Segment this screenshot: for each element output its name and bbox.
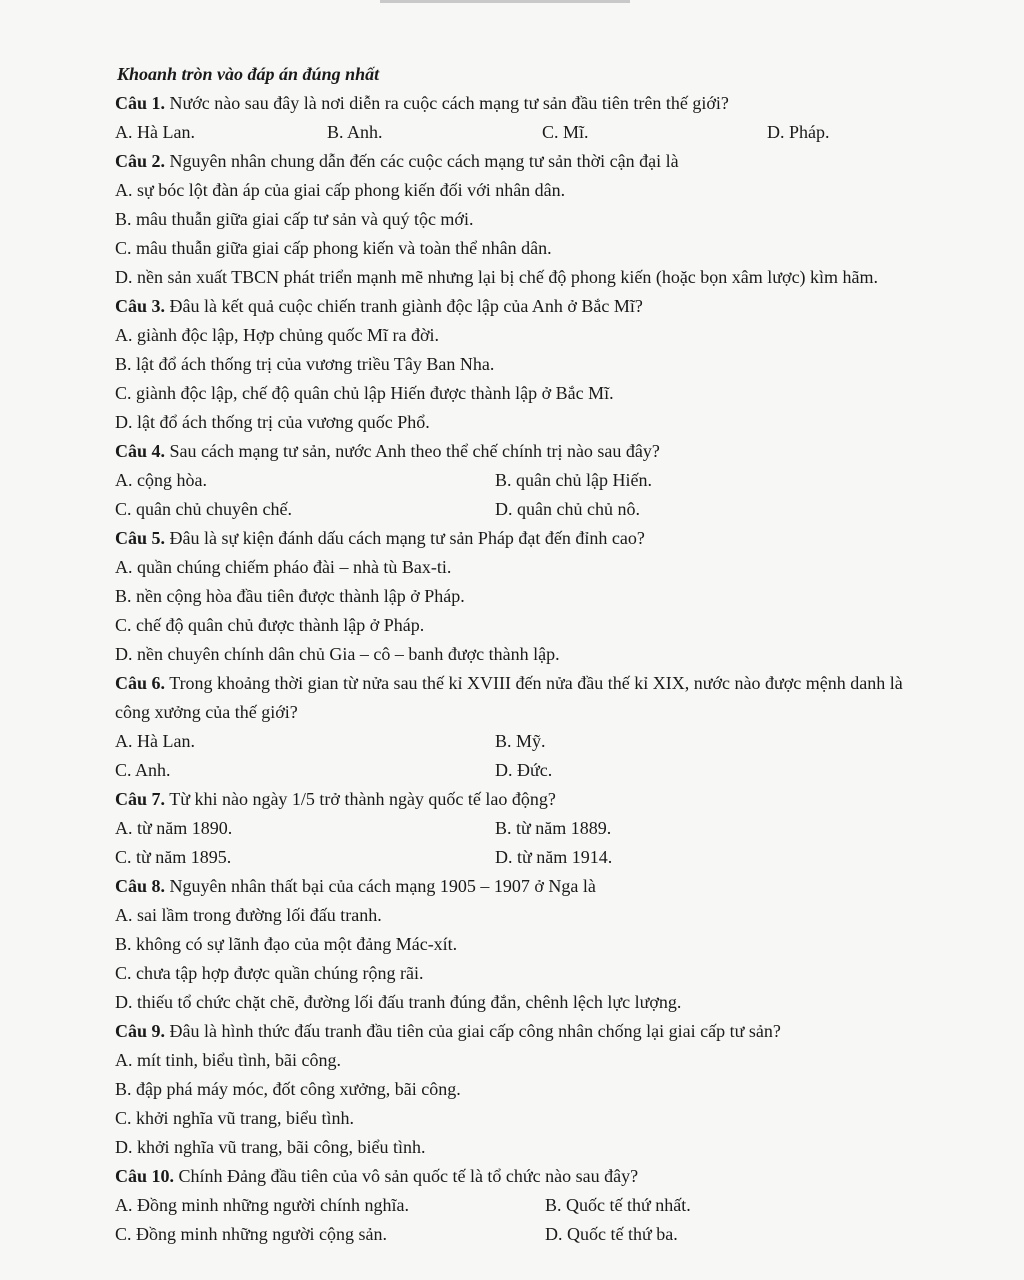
question-number: Câu 1. (115, 93, 166, 113)
option-d[interactable]: D. Quốc tế thứ ba. (545, 1224, 678, 1244)
question-4-options (115, 466, 915, 524)
option-c[interactable]: C. chưa tập hợp được quần chúng rộng rãi. (115, 963, 424, 983)
question-1-options (115, 118, 915, 147)
option-a[interactable]: A. mít tinh, biểu tình, bãi công. (115, 1050, 341, 1070)
option-a[interactable]: A. sự bóc lột đàn áp của giai cấp phong kiến đối với nhân dân. (115, 180, 566, 200)
question-10 (115, 1162, 915, 1191)
question-6-options (115, 727, 915, 785)
question-number: Câu 9. (115, 1021, 166, 1041)
option-a[interactable]: A. Đồng minh những người chính nghĩa. (115, 1195, 410, 1215)
option-c[interactable]: C. Đồng minh những người cộng sản. (115, 1224, 388, 1244)
option-d[interactable]: D. quân chủ chủ nô. (495, 499, 640, 519)
option-c[interactable]: C. Anh. (115, 760, 171, 780)
question-5 (115, 524, 915, 553)
option-b[interactable]: B. Anh. (327, 122, 383, 142)
top-edge-shadow (380, 0, 630, 3)
question-7-options (115, 814, 915, 872)
option-c[interactable]: C. quân chủ chuyên chế. (115, 499, 292, 519)
option-a[interactable]: A. từ năm 1890. (115, 818, 233, 838)
question-text: Đâu là hình thức đấu tranh đầu tiên của giai cấp công nhân chống lại giai cấp tư sản? (169, 1021, 781, 1041)
question-text: Nguyên nhân thất bại của cách mạng 1905 – 1907 ở Nga là (169, 876, 596, 896)
option-a[interactable]: A. cộng hòa. (115, 470, 207, 490)
option-a[interactable]: A. Hà Lan. (115, 122, 195, 142)
option-d[interactable]: D. Đức. (495, 760, 553, 780)
option-c[interactable]: C. giành độc lập, chế độ quân chủ lập Hiến được thành lập ở Bắc Mĩ. (115, 383, 614, 403)
question-10-options (115, 1191, 915, 1249)
option-d[interactable]: D. nền chuyên chính dân chủ Gia – cô – banh được thành lập. (115, 644, 560, 664)
option-b[interactable]: B. mâu thuẫn giữa giai cấp tư sản và quý tộc mới. (115, 209, 474, 229)
option-b[interactable]: B. nền cộng hòa đầu tiên được thành lập ở Pháp. (115, 586, 465, 606)
question-2 (115, 147, 915, 176)
question-text: Đâu là sự kiện đánh dấu cách mạng tư sản Pháp đạt đến đỉnh cao? (169, 528, 645, 548)
question-9 (115, 1017, 915, 1046)
question-number: Câu 8. (115, 876, 166, 896)
option-b[interactable]: B. đập phá máy móc, đốt công xưởng, bãi công. (115, 1079, 461, 1099)
option-c[interactable]: C. từ năm 1895. (115, 847, 232, 867)
question-number: Câu 2. (115, 151, 166, 171)
option-c[interactable]: C. chế độ quân chủ được thành lập ở Pháp. (115, 615, 425, 635)
question-6 (115, 669, 915, 727)
question-3 (115, 292, 915, 321)
option-d[interactable]: D. từ năm 1914. (495, 847, 613, 867)
option-b[interactable]: B. Mỹ. (495, 731, 546, 751)
option-b[interactable]: B. Quốc tế thứ nhất. (545, 1195, 691, 1215)
question-8 (115, 872, 915, 901)
question-number: Câu 5. (115, 528, 166, 548)
question-4 (115, 437, 915, 466)
option-b[interactable]: B. lật đổ ách thống trị của vương triều Tây Ban Nha. (115, 354, 495, 374)
question-text: Đâu là kết quả cuộc chiến tranh giành độc lập của Anh ở Bắc Mĩ? (169, 296, 643, 316)
option-b[interactable]: B. không có sự lãnh đạo của một đảng Mác-xít. (115, 934, 458, 954)
option-c[interactable]: C. Mĩ. (542, 122, 589, 142)
question-1 (115, 89, 915, 118)
option-c[interactable]: C. mâu thuẫn giữa giai cấp phong kiến và toàn thể nhân dân. (115, 238, 552, 258)
questions-list (115, 89, 915, 1249)
question-7 (115, 785, 915, 814)
option-d[interactable]: D. nền sản xuất TBCN phát triển mạnh mẽ nhưng lại bị chế độ phong kiến (hoặc bọn xâm lược) kìm hãm. (115, 267, 879, 287)
option-a[interactable]: A. sai lầm trong đường lối đấu tranh. (115, 905, 382, 925)
option-b[interactable]: B. quân chủ lập Hiến. (495, 470, 652, 490)
option-a[interactable]: A. Hà Lan. (115, 731, 195, 751)
question-text: Nước nào sau đây là nơi diễn ra cuộc cách mạng tư sản đầu tiên trên thế giới? (169, 93, 729, 113)
question-number: Câu 3. (115, 296, 166, 316)
question-number: Câu 6. (115, 673, 166, 693)
question-number: Câu 4. (115, 441, 166, 461)
option-c[interactable]: C. khởi nghĩa vũ trang, biểu tình. (115, 1108, 354, 1128)
option-d[interactable]: D. lật đổ ách thống trị của vương quốc Phổ. (115, 412, 430, 432)
option-a[interactable]: A. quần chúng chiếm pháo đài – nhà tù Bax-ti. (115, 557, 452, 577)
question-text: Sau cách mạng tư sản, nước Anh theo thể chế chính trị nào sau đây? (169, 441, 660, 461)
option-d[interactable]: D. Pháp. (767, 122, 830, 142)
instruction-heading: Khoanh tròn vào đáp án đúng nhất (117, 64, 380, 84)
option-b[interactable]: B. từ năm 1889. (495, 818, 612, 838)
question-text: Trong khoảng thời gian từ nửa sau thế kỉ XVIII đến nửa đầu thế kỉ XIX, nước nào được mệnh danh là công xưởng của thế giới? (115, 673, 903, 722)
question-text: Chính Đảng đầu tiên của vô sản quốc tế là tổ chức nào sau đây? (178, 1166, 639, 1186)
question-text: Nguyên nhân chung dẫn đến các cuộc cách mạng tư sản thời cận đại là (169, 151, 679, 171)
question-number: Câu 7. (115, 789, 166, 809)
option-d[interactable]: D. thiếu tổ chức chặt chẽ, đường lối đấu tranh đúng đắn, chênh lệch lực lượng. (115, 992, 682, 1012)
question-number: Câu 10. (115, 1166, 175, 1186)
question-text: Từ khi nào ngày 1/5 trở thành ngày quốc tế lao động? (169, 789, 556, 809)
option-d[interactable]: D. khởi nghĩa vũ trang, bãi công, biểu tình. (115, 1137, 426, 1157)
option-a[interactable]: A. giành độc lập, Hợp chủng quốc Mĩ ra đời. (115, 325, 439, 345)
